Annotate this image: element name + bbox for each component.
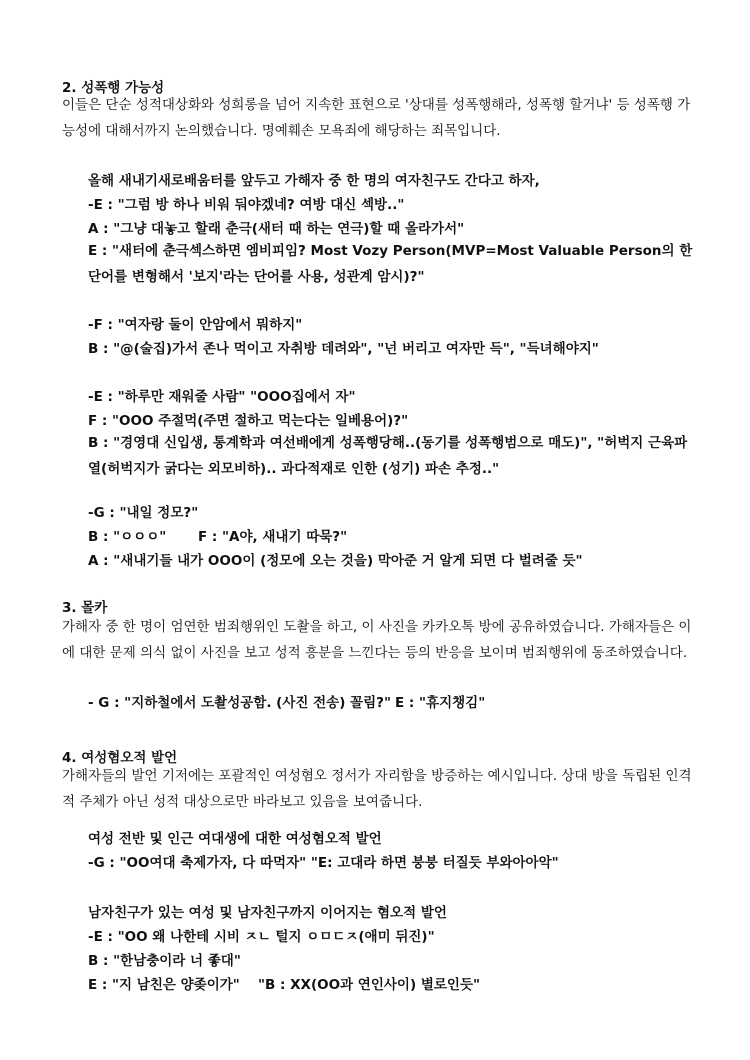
quote-line: -E : "하루만 재워줄 사람" "OOO집에서 자" (88, 389, 356, 405)
section-4-paragraph: 가해자들의 발언 기저에는 포괄적인 여성혐오 정서가 자리함을 방증하는 예시입니다. 상대 방을 독립된 인격적 주체가 아닌 성적 대상으로만 바라보고 있음을 보여줍니다. (62, 768, 692, 810)
section-3-heading: 3. 몰카 (62, 600, 108, 616)
quote-line: - G : "지하철에서 도촬성공함. (사진 전송) 꼴림?" (88, 695, 392, 711)
section-3-paragraph: 가해자 중 한 명이 엄연한 범죄행위인 도촬을 하고, 이 사진을 카카오톡 방에 공유하였습니다. 가해자들은 이에 대한 문제 의식 없이 사진을 보고 성적 흥분을 느낀다는 등의 반응을 보이며 범죄행위에 동조하였습니다. (62, 619, 692, 661)
quote-line: A : "새내기들 내가 OOO이 (정모에 오는 것을) 막아준 거 알게 되면 다 벌려줄 듯" (88, 553, 583, 569)
quote-line: B : "ㅇㅇㅇ" (88, 529, 167, 545)
quote-line: -G : "OO여대 축제가자, 다 따먹자" "E: 고대라 하면 붕붕 터질듯 부와아아악" (88, 855, 559, 871)
quote-line: -E : "그럼 방 하나 비워 둬야겠네? 여방 대신 섹방.." (88, 197, 405, 213)
section-2-paragraph: 이들은 단순 성적대상화와 성희롱을 넘어 지속한 표현으로 '상대를 성폭행해라, 성폭행 할거냐' 등 성폭행 가능성에 대해서까지 논의했습니다. 명예훼손 모욕죄에 해당하는 죄목입니다. (62, 97, 691, 139)
subheading: 여성 전반 및 인근 여대생에 대한 여성혐오적 발언 (88, 831, 382, 847)
quote-line: -G : "내일 정모?" (88, 505, 199, 521)
quote-line: E : "휴지챙김" (395, 695, 486, 711)
quote-line: F : "OOO 주절먹(주면 절하고 먹는다는 일베용어)?" (88, 413, 409, 429)
quote-line: A : "그냥 대놓고 할래 춘극(새터 때 하는 연극)할 때 올라가서" (88, 221, 465, 237)
quote-line: -F : "여자랑 둘이 안암에서 뭐하지" (88, 317, 303, 333)
quote-line: -E : "OO 왜 나한테 시비 ㅈㄴ 털지 ㅇㅁㄷㅈ(애미 뒤진)" (88, 929, 435, 945)
quote-line: 올해 새내기새로배움터를 앞두고 가해자 중 한 명의 여자친구도 간다고 하자, (88, 173, 540, 189)
section-2-heading: 2. 성폭행 가능성 (62, 80, 165, 96)
section-4-heading: 4. 여성혐오적 발언 (62, 750, 178, 766)
quote-line: "B : XX(OO과 연인사이) 별로인듯" (258, 977, 481, 993)
quote-line: E : "지 남친은 양좆이가" (88, 977, 240, 993)
quote-line: B : "@(술집)가서 존나 먹이고 자취방 데려와", "넌 버리고 여자만 득", "득녀해야지" (88, 341, 599, 357)
quote-line: B : "경영대 신입생, 통계학과 여선배에게 성폭행당해..(동기를 성폭행범으로 매도)", "허벅지 근육파열(허벅지가 굵다는 외모비하).. 과다적재로 인한 (성기) 파손 추정.." (88, 435, 688, 477)
quote-line: B : "한남충이라 너 좋대" (88, 953, 241, 969)
quote-line: F : "A야, 새내기 따묵?" (198, 529, 348, 545)
subheading: 남자친구가 있는 여성 및 남자친구까지 이어지는 혐오적 발언 (88, 905, 447, 921)
quote-line: E : "새터에 춘극섹스하면 엠비피임? Most Vozy Person(MVP=Most Valuable Person의 한 단어를 변형해서 '보지'라는 단어를 사용, 성관계 암시)?" (88, 243, 693, 285)
